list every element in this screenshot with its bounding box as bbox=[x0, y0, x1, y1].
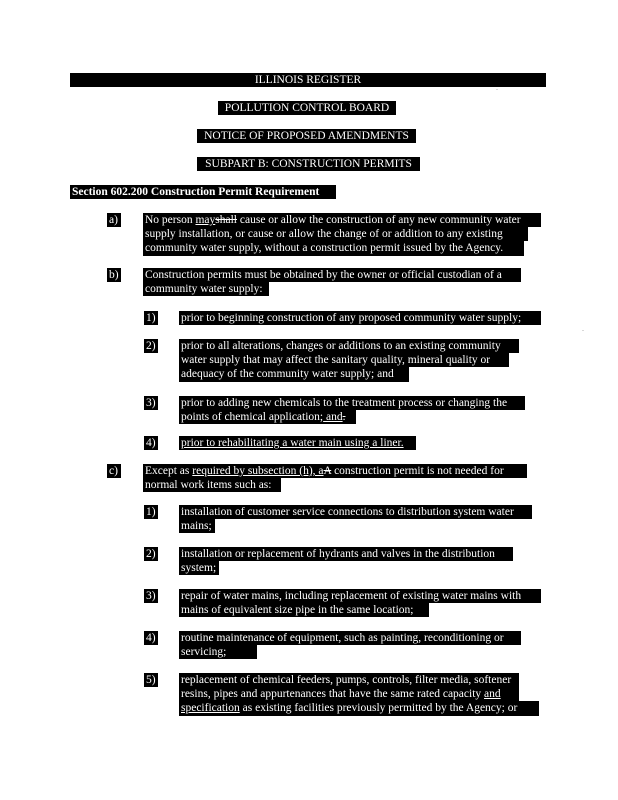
item-c2-marker: 2) bbox=[144, 547, 158, 561]
subsection-c-text bbox=[143, 464, 527, 492]
subsection-b-line-2: community water supply: bbox=[143, 282, 269, 296]
deleted-text: . bbox=[342, 411, 346, 424]
item-c4-text: routine maintenance of equipment, such as painting, reconditioning or servicing; bbox=[179, 631, 521, 659]
subsection-c-line-2: normal work items such as: bbox=[143, 478, 281, 492]
subsection-a-line-1: No person mayshall cause or allow the construction of any new community water bbox=[143, 213, 541, 227]
board-title: POLLUTION CONTROL BOARD bbox=[218, 101, 396, 115]
subsection-c-line-1: Except as required by subsection (h), aA construction permit is not needed for bbox=[143, 464, 527, 478]
subsection-a-text bbox=[143, 213, 541, 256]
subsection-c-marker: c) bbox=[107, 464, 121, 478]
subsection-b-marker: b) bbox=[107, 268, 121, 282]
subpart-title: SUBPART B: CONSTRUCTION PERMITS bbox=[197, 157, 420, 171]
subsection-a-line-3: community water supply, without a construction permit issued by the Agency. bbox=[143, 241, 524, 255]
item-b3-text: prior to adding new chemicals to the treatment process or changing the points of chemical application; and. bbox=[179, 396, 525, 424]
item-b4-text: prior to rehabilitating a water main using a liner. bbox=[179, 436, 416, 450]
subsection-a-marker: a) bbox=[107, 213, 121, 227]
register-header-bar bbox=[70, 73, 546, 87]
subsection-a-line-2: supply installation, or cause or allow the change of or addition to any existing bbox=[143, 227, 528, 241]
item-c2-text: installation or replacement of hydrants and valves in the distribution system; bbox=[179, 547, 513, 575]
item-c4-marker: 4) bbox=[144, 631, 158, 645]
item-c1-marker: 1) bbox=[144, 505, 158, 519]
item-c3-marker: 3) bbox=[144, 589, 158, 603]
inserted-text: may bbox=[195, 214, 216, 226]
item-b2-text: prior to all alterations, changes or additions to an existing community water supply that may affect the sanitary quality, mineral quality or adequacy of the community water supply; and bbox=[179, 339, 519, 382]
subsection-b-line-1: Construction permits must be obtained by the owner or official custodian of a bbox=[143, 268, 521, 282]
scan-speck bbox=[582, 330, 584, 331]
inserted-text: specification bbox=[181, 702, 240, 715]
notice-title: NOTICE OF PROPOSED AMENDMENTS bbox=[197, 129, 416, 143]
inserted-text: and bbox=[323, 411, 343, 424]
item-c1-text: installation of customer service connections to distribution system water mains; bbox=[179, 505, 532, 533]
item-b4-marker: 4) bbox=[144, 436, 158, 450]
inserted-text: and bbox=[484, 688, 501, 701]
item-b1-marker: 1) bbox=[144, 311, 158, 325]
deleted-text: A bbox=[323, 465, 332, 477]
item-b1-text: prior to beginning construction of any proposed community water supply; bbox=[179, 311, 541, 325]
item-b2-marker: 2) bbox=[144, 339, 158, 353]
inserted-text: required by subsection (h), a bbox=[192, 465, 324, 477]
deleted-text: shall bbox=[215, 214, 238, 226]
subsection-b-text bbox=[143, 268, 521, 296]
item-c3-text: repair of water mains, including replacement of existing water mains with mains of equivalent size pipe in the same location; bbox=[179, 589, 541, 617]
item-c5-text: replacement of chemical feeders, pumps, controls, filter media, softener resins, pipes and appurtenances that have the same rated capacity and specification as existing facilities previously permitted by the Agency; or bbox=[179, 673, 539, 716]
register-title: ILLINOIS REGISTER bbox=[254, 74, 362, 86]
item-b3-marker: 3) bbox=[144, 396, 158, 410]
scan-speck bbox=[496, 89, 498, 90]
section-title: Section 602.200 Construction Permit Requirement bbox=[70, 185, 336, 199]
item-c5-marker: 5) bbox=[144, 673, 158, 687]
